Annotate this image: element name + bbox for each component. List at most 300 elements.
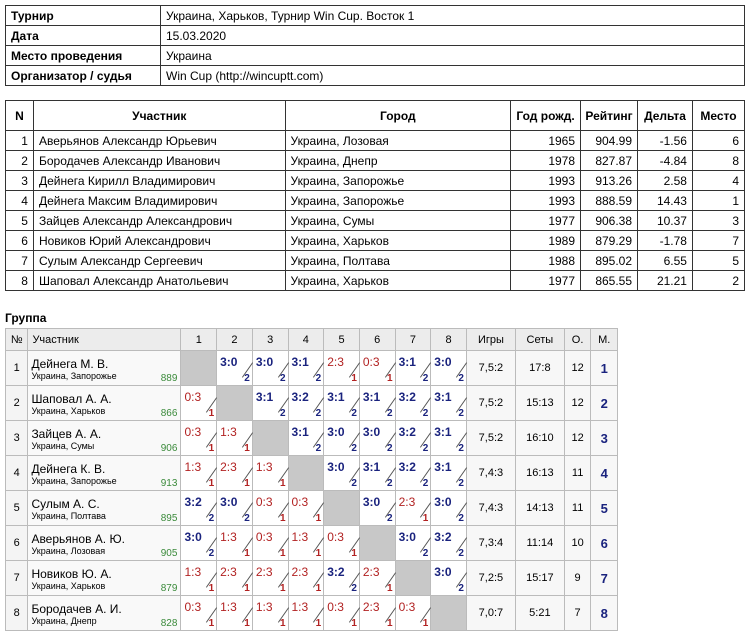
table-cell: 1978: [511, 151, 581, 171]
match-score: 2:3: [327, 355, 344, 369]
match-result-cell: [324, 456, 360, 491]
match-points: 1: [351, 548, 357, 559]
group-row-number: 1: [6, 351, 28, 386]
match-points: 2: [351, 583, 357, 594]
match-result-cell: [288, 561, 324, 596]
match-points: 1: [279, 618, 286, 629]
group-row-number: 7: [6, 561, 28, 596]
match-points: 2: [458, 408, 464, 419]
match-result-cell: [431, 526, 467, 561]
match-points: 2: [279, 373, 286, 384]
group-games: 7,4:3: [466, 491, 515, 526]
match-points: 1: [208, 443, 215, 454]
table-cell: Аверьянов Александр Юрьевич: [33, 131, 285, 151]
participants-table: [5, 100, 745, 291]
match-result-cell: [395, 526, 431, 561]
participant-rating: 906: [160, 443, 178, 454]
table-cell: Сулым Александр Сергеевич: [33, 251, 285, 271]
match-score: 3:0: [362, 425, 381, 439]
match-score: 1:3: [291, 530, 309, 544]
group-place: 1: [591, 351, 618, 386]
match-points: 1: [315, 583, 322, 594]
match-score: 2:3: [362, 565, 380, 579]
match-points: 1: [315, 618, 322, 629]
match-result-cell: [395, 386, 431, 421]
table-cell: 6: [6, 231, 34, 251]
group-games: 7,3:4: [466, 526, 515, 561]
match-score: 3:1: [327, 390, 345, 404]
table-row: [6, 171, 745, 191]
group-row: [6, 351, 618, 386]
table-cell: 3: [692, 211, 744, 231]
match-score: 3:0: [434, 355, 452, 369]
diagonal-cell: [395, 561, 431, 596]
group-crosstable: [5, 328, 618, 631]
match-score: 0:3: [398, 600, 416, 614]
table-cell: 1977: [511, 211, 581, 231]
group-header: Игры: [466, 329, 515, 351]
info-value: 15.03.2020: [161, 26, 745, 46]
table-cell: 1988: [511, 251, 581, 271]
match-score: 3:1: [362, 390, 381, 404]
match-result-cell: [217, 561, 253, 596]
match-points: 1: [422, 618, 429, 629]
match-points: 1: [387, 373, 393, 384]
table-cell: 1: [6, 131, 34, 151]
table-cell: 7: [692, 231, 744, 251]
group-participant: [28, 456, 181, 491]
group-row-number: 2: [6, 386, 28, 421]
group-participant: [28, 421, 181, 456]
match-points: 1: [351, 373, 357, 384]
match-points: 2: [387, 443, 393, 454]
info-key: Место проведения: [6, 46, 161, 66]
group-points: 10: [564, 526, 591, 561]
match-result-cell: [359, 351, 395, 386]
match-result-cell: [217, 351, 253, 386]
table-cell: 888.59: [581, 191, 638, 211]
match-points: 2: [422, 478, 429, 489]
match-result-cell: [252, 526, 288, 561]
match-score: 2:3: [398, 495, 416, 509]
match-result-cell: [395, 491, 431, 526]
group-participant: [28, 351, 181, 386]
match-result-cell: [181, 491, 217, 526]
group-row: [6, 596, 618, 631]
match-score: 1:3: [255, 460, 273, 474]
table-cell: Украина, Днепр: [285, 151, 511, 171]
diagonal-cell: [181, 351, 217, 386]
table-cell: 913.26: [581, 171, 638, 191]
match-result-cell: [324, 386, 360, 421]
match-result-cell: [395, 596, 431, 631]
table-cell: -1.56: [638, 131, 693, 151]
participant-name: Дейнега К. В.: [31, 461, 106, 476]
group-sets: 14:13: [515, 491, 564, 526]
group-participant: [28, 596, 181, 631]
match-points: 1: [208, 583, 215, 594]
info-key: Турнир: [6, 6, 161, 26]
participant-city: Украина, Запорожье: [31, 370, 117, 381]
match-score: 1:3: [220, 600, 237, 614]
match-result-cell: [395, 456, 431, 491]
table-cell: Шаповал Александр Анатольевич: [33, 271, 285, 291]
group-games: 7,2:5: [466, 561, 515, 596]
group-row: [6, 526, 618, 561]
match-result-cell: [288, 596, 324, 631]
match-score: 0:3: [362, 355, 380, 369]
match-result-cell: [324, 421, 360, 456]
match-points: 2: [422, 443, 429, 454]
table-cell: 2: [692, 271, 744, 291]
table-cell: -1.78: [638, 231, 693, 251]
diagonal-cell: [288, 456, 324, 491]
table-cell: Бородачев Александр Иванович: [33, 151, 285, 171]
group-place: 6: [591, 526, 618, 561]
group-row: [6, 386, 618, 421]
match-score: 3:1: [291, 355, 309, 369]
match-score: 2:3: [255, 565, 273, 579]
match-score: 3:0: [184, 530, 202, 544]
match-result-cell: [324, 526, 360, 561]
match-points: 2: [315, 408, 322, 419]
match-score: 0:3: [255, 530, 273, 544]
match-result-cell: [217, 526, 253, 561]
match-score: 3:1: [434, 460, 452, 474]
match-result-cell: [431, 456, 467, 491]
group-sets: 17:8: [515, 351, 564, 386]
table-cell: 895.02: [581, 251, 638, 271]
group-row: [6, 421, 618, 456]
group-games: 7,5:2: [466, 421, 515, 456]
group-points: 7: [564, 596, 591, 631]
match-result-cell: [288, 491, 324, 526]
table-cell: Зайцев Александр Александрович: [33, 211, 285, 231]
participants-header: Место: [692, 101, 744, 131]
group-games: 7,5:2: [466, 351, 515, 386]
match-result-cell: [359, 561, 395, 596]
table-cell: Украина, Запорожье: [285, 191, 511, 211]
match-result-cell: [324, 596, 360, 631]
table-cell: 904.99: [581, 131, 638, 151]
participant-name: Аверьянов А. Ю.: [31, 531, 125, 546]
group-row-number: 6: [6, 526, 28, 561]
table-cell: 2: [6, 151, 34, 171]
match-result-cell: [252, 456, 288, 491]
table-cell: Украина, Запорожье: [285, 171, 511, 191]
participant-name: Шаповал А. А.: [31, 391, 112, 406]
match-score: 0:3: [184, 425, 202, 439]
match-points: 2: [351, 478, 357, 489]
participant-name: Дейнега М. В.: [31, 356, 109, 371]
group-row: [6, 491, 618, 526]
match-points: 1: [279, 548, 286, 559]
table-cell: 5: [692, 251, 744, 271]
match-result-cell: [431, 386, 467, 421]
info-row: [6, 46, 745, 66]
table-row: [6, 191, 745, 211]
match-result-cell: [217, 491, 253, 526]
match-points: 1: [244, 548, 250, 559]
group-place: 5: [591, 491, 618, 526]
match-points: 1: [315, 513, 322, 524]
group-games: 7,0:7: [466, 596, 515, 631]
match-points: 1: [244, 443, 250, 454]
table-cell: 2.58: [638, 171, 693, 191]
match-score: 3:2: [184, 495, 202, 509]
match-score: 3:0: [220, 495, 238, 509]
match-score: 2:3: [220, 460, 237, 474]
match-result-cell: [288, 526, 324, 561]
table-cell: 1977: [511, 271, 581, 291]
table-cell: 3: [6, 171, 34, 191]
group-points: 11: [564, 491, 591, 526]
table-cell: Украина, Полтава: [285, 251, 511, 271]
match-points: 2: [315, 373, 322, 384]
group-participant: [28, 561, 181, 596]
match-score: 0:3: [291, 495, 309, 509]
table-cell: 1: [692, 191, 744, 211]
match-score: 2:3: [220, 565, 237, 579]
table-cell: 8: [692, 151, 744, 171]
match-score: 0:3: [327, 600, 344, 614]
table-cell: 827.87: [581, 151, 638, 171]
table-row: [6, 231, 745, 251]
diagonal-cell: [252, 421, 288, 456]
table-row: [6, 151, 745, 171]
match-result-cell: [252, 561, 288, 596]
match-score: 3:1: [362, 460, 381, 474]
group-games: 7,5:2: [466, 386, 515, 421]
match-score: 3:2: [398, 460, 416, 474]
group-row-number: 8: [6, 596, 28, 631]
match-result-cell: [431, 491, 467, 526]
info-value: Win Cup (http://wincuptt.com): [161, 66, 745, 86]
match-points: 1: [279, 513, 286, 524]
table-row: [6, 131, 745, 151]
match-score: 3:1: [434, 390, 452, 404]
match-result-cell: [288, 351, 324, 386]
match-points: 1: [208, 478, 215, 489]
participant-city: Украина, Днепр: [31, 615, 97, 626]
match-score: 0:3: [327, 530, 344, 544]
match-result-cell: [431, 351, 467, 386]
match-score: 3:1: [398, 355, 416, 369]
match-points: 2: [244, 373, 250, 384]
match-points: 1: [244, 618, 250, 629]
group-sets: 5:21: [515, 596, 564, 631]
group-header: №: [6, 329, 28, 351]
match-score: 3:0: [327, 425, 345, 439]
match-result-cell: [181, 456, 217, 491]
participant-city: Украина, Харьков: [31, 405, 106, 416]
match-points: 2: [458, 373, 464, 384]
match-points: 2: [387, 478, 393, 489]
match-score: 3:2: [327, 565, 345, 579]
match-result-cell: [181, 421, 217, 456]
group-header: 7: [395, 329, 431, 351]
participants-header: Год рожд.: [511, 101, 581, 131]
match-result-cell: [288, 386, 324, 421]
match-score: 0:3: [184, 600, 202, 614]
table-cell: 6: [692, 131, 744, 151]
table-cell: Украина, Лозовая: [285, 131, 511, 151]
match-score: 3:2: [434, 530, 452, 544]
match-points: 1: [387, 618, 393, 629]
match-result-cell: [359, 596, 395, 631]
match-result-cell: [252, 491, 288, 526]
match-result-cell: [359, 491, 395, 526]
match-score: 1:3: [184, 565, 202, 579]
group-sets: 15:13: [515, 386, 564, 421]
info-value: Украина: [161, 46, 745, 66]
match-points: 1: [279, 583, 286, 594]
match-score: 3:0: [220, 355, 238, 369]
match-points: 2: [244, 513, 250, 524]
group-place: 2: [591, 386, 618, 421]
participant-rating: 866: [160, 408, 178, 419]
table-row: [6, 251, 745, 271]
match-points: 1: [244, 478, 250, 489]
table-cell: Украина, Харьков: [285, 271, 511, 291]
group-place: 7: [591, 561, 618, 596]
match-score: 1:3: [255, 600, 273, 614]
match-points: 1: [315, 548, 322, 559]
match-points: 2: [208, 513, 215, 524]
participant-rating: 828: [160, 618, 178, 629]
table-cell: Дейнега Максим Владимирович: [33, 191, 285, 211]
table-cell: 14.43: [638, 191, 693, 211]
participant-rating: 913: [160, 478, 178, 489]
match-result-cell: [324, 561, 360, 596]
participant-city: Украина, Полтава: [31, 510, 106, 521]
match-result-cell: [181, 526, 217, 561]
group-row-number: 5: [6, 491, 28, 526]
match-result-cell: [181, 386, 217, 421]
match-result-cell: [217, 421, 253, 456]
participant-city: Украина, Лозовая: [31, 545, 106, 556]
table-cell: 4: [692, 171, 744, 191]
participant-name: Бородачев А. И.: [31, 601, 122, 616]
diagonal-cell: [431, 596, 467, 631]
match-result-cell: [431, 561, 467, 596]
tournament-info-table: [5, 5, 745, 86]
match-result-cell: [359, 386, 395, 421]
match-result-cell: [252, 386, 288, 421]
info-key: Дата: [6, 26, 161, 46]
participant-name: Зайцев А. А.: [31, 426, 102, 441]
group-sets: 16:10: [515, 421, 564, 456]
participants-header: Дельта: [638, 101, 693, 131]
group-sets: 15:17: [515, 561, 564, 596]
match-score: 1:3: [220, 425, 237, 439]
match-points: 2: [208, 548, 215, 559]
match-points: 2: [351, 443, 357, 454]
group-participant: [28, 386, 181, 421]
group-row-number: 3: [6, 421, 28, 456]
match-score: 3:0: [434, 565, 452, 579]
match-result-cell: [181, 596, 217, 631]
table-cell: Дейнега Кирилл Владимирович: [33, 171, 285, 191]
group-header: 8: [431, 329, 467, 351]
match-score: 0:3: [184, 390, 202, 404]
info-key: Организатор / судья: [6, 66, 161, 86]
match-points: 2: [422, 373, 429, 384]
match-result-cell: [252, 596, 288, 631]
group-row-number: 4: [6, 456, 28, 491]
match-result-cell: [217, 596, 253, 631]
match-points: 1: [422, 513, 429, 524]
match-result-cell: [288, 421, 324, 456]
table-cell: Украина, Харьков: [285, 231, 511, 251]
group-row: [6, 456, 618, 491]
match-score: 3:0: [434, 495, 452, 509]
participant-name: Новиков Ю. А.: [31, 566, 112, 581]
table-cell: 7: [6, 251, 34, 271]
participant-rating: 905: [160, 548, 178, 559]
info-value: Украина, Харьков, Турнир Win Cup. Восток 1: [161, 6, 745, 26]
match-result-cell: [324, 351, 360, 386]
group-place: 4: [591, 456, 618, 491]
table-row: [6, 271, 745, 291]
group-participant: [28, 526, 181, 561]
match-points: 1: [351, 618, 357, 629]
match-score: 1:3: [291, 600, 309, 614]
table-cell: 4: [6, 191, 34, 211]
group-games: 7,4:3: [466, 456, 515, 491]
diagonal-cell: [359, 526, 395, 561]
group-header: О.: [564, 329, 591, 351]
match-points: 1: [244, 583, 250, 594]
match-result-cell: [431, 421, 467, 456]
group-place: 8: [591, 596, 618, 631]
info-row: [6, 6, 745, 26]
group-title: Группа: [5, 311, 47, 325]
info-row: [6, 66, 745, 86]
table-cell: 10.37: [638, 211, 693, 231]
match-result-cell: [217, 456, 253, 491]
match-score: 3:1: [255, 390, 274, 404]
table-cell: 1993: [511, 171, 581, 191]
participant-city: Украина, Харьков: [31, 580, 106, 591]
match-result-cell: [359, 456, 395, 491]
match-points: 2: [351, 408, 357, 419]
match-score: 3:1: [291, 425, 309, 439]
match-points: 2: [387, 513, 393, 524]
match-result-cell: [395, 351, 431, 386]
participant-rating: 895: [160, 513, 178, 524]
match-score: 3:0: [255, 355, 274, 369]
match-points: 1: [208, 618, 215, 629]
match-score: 3:1: [434, 425, 452, 439]
match-score: 0:3: [255, 495, 273, 509]
group-points: 9: [564, 561, 591, 596]
diagonal-cell: [324, 491, 360, 526]
participant-name: Сулым А. С.: [31, 496, 100, 511]
match-points: 2: [422, 408, 429, 419]
match-score: 1:3: [220, 530, 237, 544]
table-cell: 8: [6, 271, 34, 291]
table-cell: 879.29: [581, 231, 638, 251]
match-points: 1: [387, 583, 393, 594]
match-points: 1: [208, 408, 215, 419]
table-cell: 1989: [511, 231, 581, 251]
group-header: 3: [252, 329, 288, 351]
match-result-cell: [252, 351, 288, 386]
table-cell: 865.55: [581, 271, 638, 291]
participant-city: Украина, Запорожье: [31, 475, 117, 486]
match-score: 3:0: [398, 530, 416, 544]
